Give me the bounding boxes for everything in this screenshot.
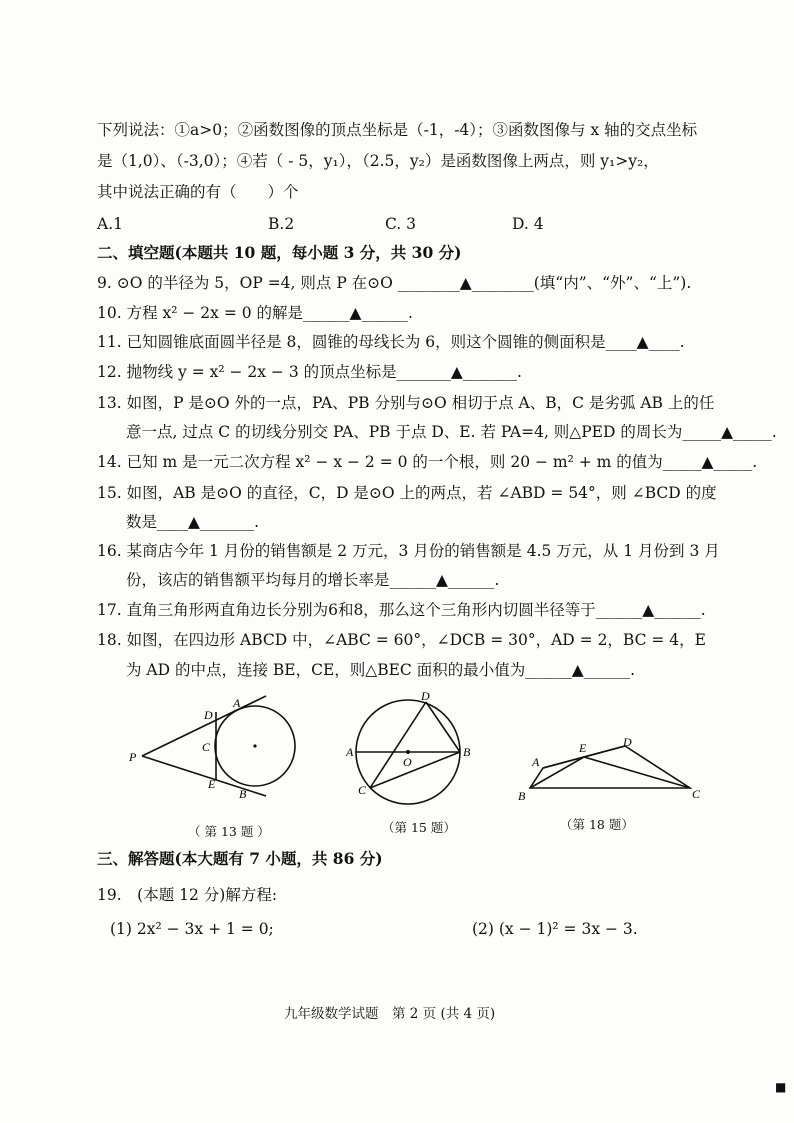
- label-b: B: [463, 745, 471, 759]
- label-p: P: [129, 750, 137, 764]
- question-10: 10. 方程 x² − 2x = 0 的解是______▲______.: [97, 304, 413, 322]
- label-b: B: [518, 789, 526, 803]
- question-13-line-2: 意一点, 过点 C 的切线分别交 PA、PB 于点 D、E. 若 PA=4, 则△PED 的周长为_____▲_____.: [126, 423, 777, 441]
- figure-13-diagram: [120, 690, 310, 810]
- label-d: D: [204, 708, 213, 722]
- question-15-line-1: 15. 如图，AB 是⊙O 的直径，C，D 是⊙O 上的两点，若 ∠ABD = 54°，则 ∠BCD 的度: [97, 484, 717, 502]
- section-2-heading: 二、填空题(本题共 10 题，每小题 3 分，共 30 分): [97, 243, 462, 262]
- label-a: A: [532, 755, 540, 769]
- question-12: 12. 抛物线 y = x² − 2x − 3 的顶点坐标是_______▲_______.: [97, 363, 522, 381]
- question-16-line-1: 16. 某商店今年 1 月份的销售额是 2 万元，3 月份的销售额是 4.5 万元，从 1 月份到 3 月: [97, 542, 720, 560]
- label-c: C: [358, 783, 367, 797]
- chord-cb: [370, 752, 460, 788]
- question-16-line-2: 份，该店的销售额平均每月的增长率是______▲______.: [126, 571, 500, 589]
- question-18-line-1: 18. 如图，在四边形 ABCD 中，∠ABC = 60°，∠DCB = 30°，AD = 2，BC = 4，E: [97, 631, 706, 649]
- label-e: E: [208, 777, 216, 791]
- question-19-part-2: (2) (x − 1)² = 3x − 3.: [472, 920, 638, 938]
- label-c: C: [692, 787, 701, 801]
- question-18-line-2: 为 AD 的中点，连接 BE，CE，则△BEC 面积的最小值为______▲______.: [126, 661, 636, 679]
- label-b: B: [239, 787, 247, 801]
- question-13-line-1: 13. 如图，P 是⊙O 外的一点，PA、PB 分别与⊙O 相切于点 A、B，C 是劣弧 AB 上的任: [97, 394, 715, 412]
- question-14: 14. 已知 m 是一元二次方程 x² − x − 2 = 0 的一个根，则 20 − m² + m 的值为_____▲_____.: [97, 453, 758, 471]
- question-17: 17. 直角三角形两直角边长分别为6和8，那么这个三角形内切圆半径等于______▲______.: [97, 601, 706, 619]
- label-o: O: [403, 755, 412, 769]
- question-19-part-1: (1) 2x² − 3x + 1 = 0;: [110, 920, 274, 938]
- q8-option-b: B.2: [268, 215, 295, 233]
- chord-dc: [370, 702, 426, 788]
- figure-13-caption: （ 第 13 题 ）: [188, 824, 270, 839]
- page-footer: 九年级数学试题 第 2 页 (共 4 页): [284, 1006, 496, 1022]
- label-d: D: [623, 735, 632, 749]
- chord-db: [426, 702, 460, 752]
- figure-15-diagram: [340, 688, 480, 808]
- question-11: 11. 已知圆锥底面圆半径是 8，圆锥的母线长为 6，则这个圆锥的侧面积是____▲____.: [97, 333, 685, 351]
- scan-mark: ■: [775, 1080, 787, 1094]
- q8-option-d: D. 4: [512, 215, 544, 233]
- tangent-pb: [142, 756, 266, 796]
- center-point-o: [253, 744, 256, 747]
- question-15-line-2: 数是____▲_______.: [126, 513, 260, 531]
- q8-line-2: 是（1,0）、（-3,0）；④若（ - 5，y₁），（2.5，y₂）是函数图像上两点，则 y₁>y₂，: [97, 152, 659, 170]
- label-a: A: [346, 745, 354, 759]
- figure-18-diagram: [510, 730, 710, 805]
- question-9: 9. ⊙O 的半径为 5，OP =4, 则点 P 在⊙O ________▲________(填“内”、“外”、“上”).: [97, 274, 692, 292]
- q8-option-a: A.1: [97, 215, 123, 233]
- section-3-heading: 三、解答题(本大题有 7 小题，共 86 分): [97, 849, 383, 868]
- question-19-title: 19. (本题 12 分)解方程:: [97, 886, 278, 904]
- figure-15-caption: （第 15 题）: [382, 820, 456, 835]
- label-e: E: [579, 741, 587, 755]
- figure-18-caption: （第 18 题）: [560, 817, 634, 832]
- label-d: D: [421, 689, 430, 703]
- label-a: A: [233, 696, 241, 710]
- q8-line-1: 下列说法：①a>0；②函数图像的顶点坐标是（-1，-4）；③函数图像与 x 轴的交点坐标: [97, 121, 698, 139]
- q8-line-3: 其中说法正确的有（ ）个: [97, 183, 299, 201]
- segment-ce: [584, 757, 690, 788]
- label-c: C: [202, 740, 211, 754]
- q8-option-c: C. 3: [385, 215, 417, 233]
- center-point-o: [406, 750, 410, 754]
